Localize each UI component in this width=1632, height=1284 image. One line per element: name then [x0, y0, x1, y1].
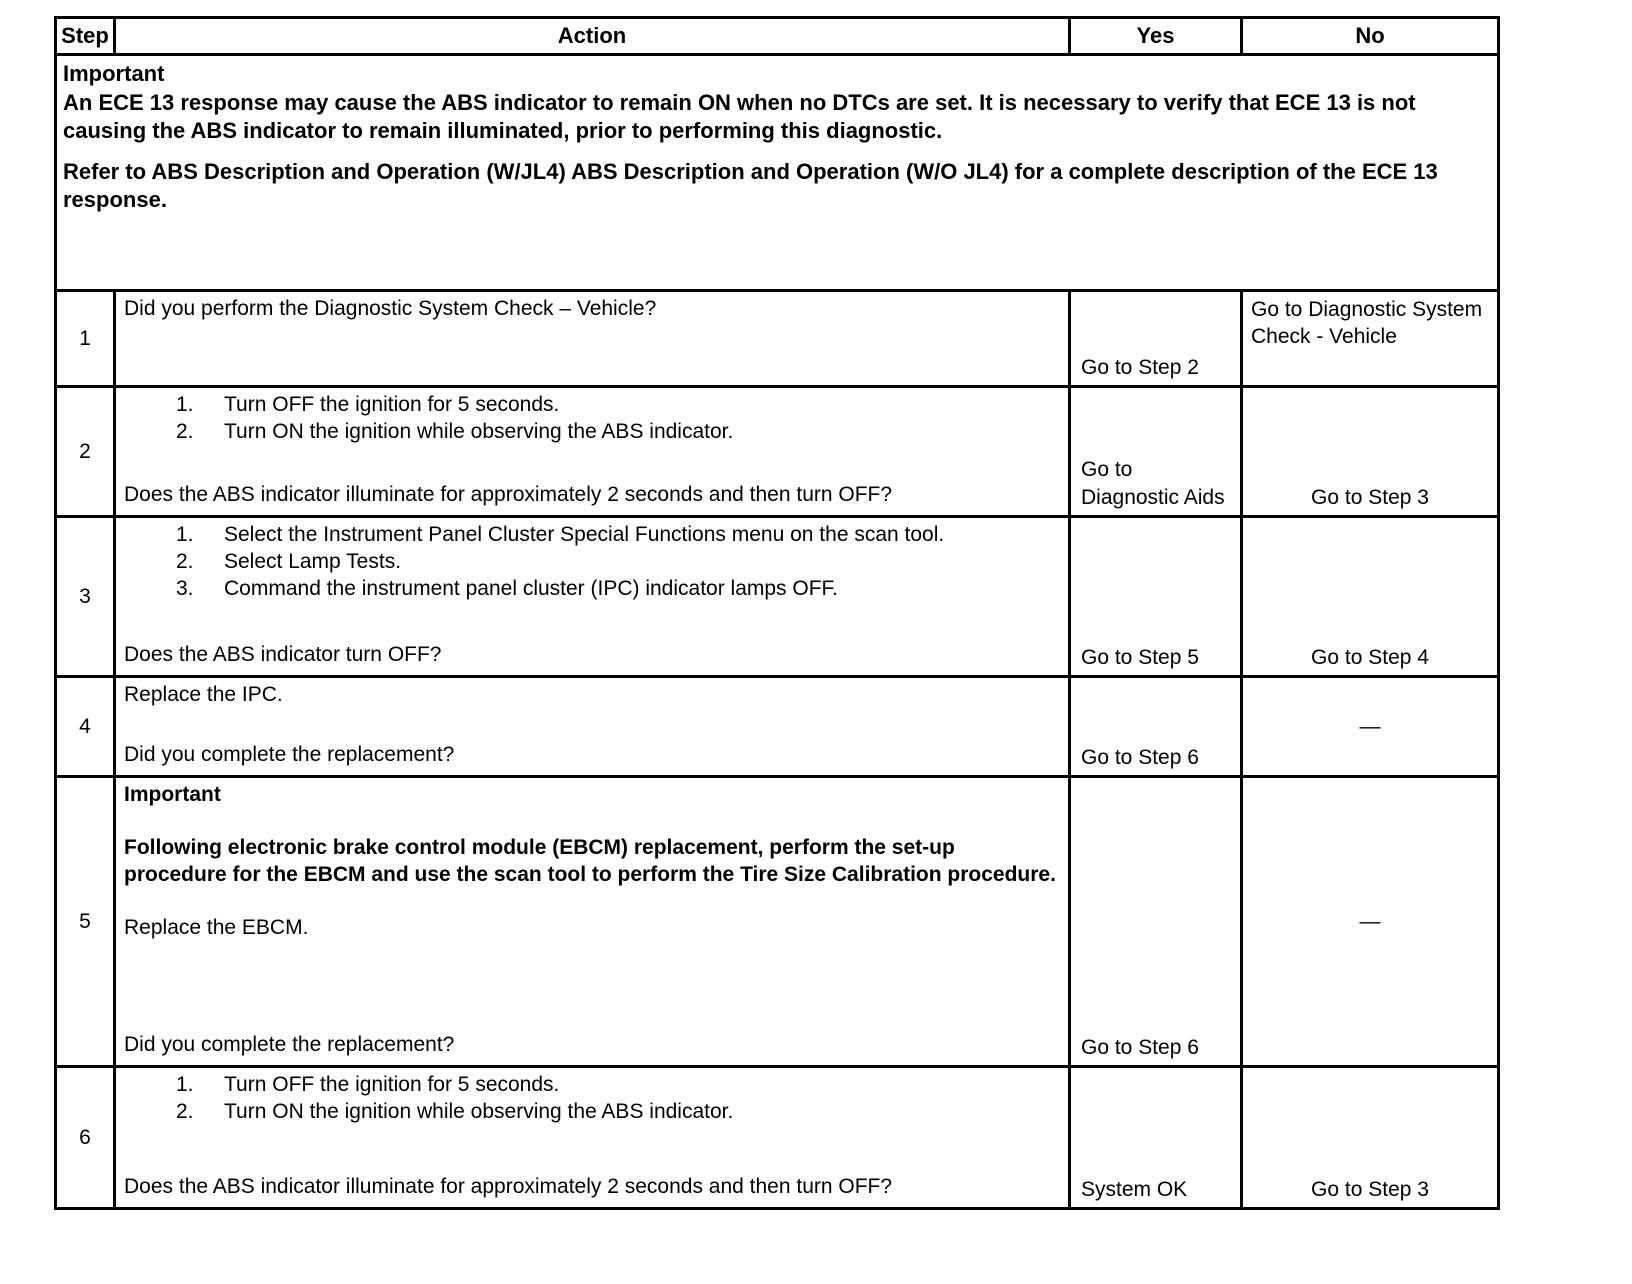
yes-cell — [1068, 518, 1240, 675]
action-text: Replace the EBCM. — [124, 915, 309, 939]
header-action: Action — [113, 19, 1068, 53]
action-list-item — [124, 549, 1058, 576]
no-cell — [1240, 292, 1497, 385]
no-text: Go to Step 4 — [1311, 645, 1429, 669]
action-list-item — [124, 522, 1058, 549]
step-number: 1 — [79, 326, 91, 350]
step-cell — [57, 778, 113, 1065]
yes-cell — [1068, 388, 1240, 515]
step-number: 6 — [79, 1125, 91, 1149]
step-cell — [57, 292, 113, 385]
action-question: Does the ABS indicator illuminate for approximately 2 seconds and then turn OFF? — [124, 483, 893, 507]
action-list-item — [124, 576, 1058, 603]
action-list-item — [124, 1099, 1058, 1126]
table-row — [57, 1065, 1497, 1207]
list-item-text: Turn ON the ignition while observing the ABS indicator. — [224, 1099, 734, 1123]
step-cell — [57, 1068, 113, 1207]
list-number: 2. — [176, 419, 194, 443]
no-text: Go to Step 3 — [1311, 485, 1429, 509]
step-number: 5 — [79, 909, 91, 933]
table-header-row — [57, 19, 1497, 53]
step-cell — [57, 518, 113, 675]
list-item-text: Turn OFF the ignition for 5 seconds. — [224, 1073, 560, 1096]
notice-row — [57, 53, 1497, 289]
action-question: Does the ABS indicator illuminate for approximately 2 seconds and then turn OFF? — [124, 1175, 893, 1199]
no-cell — [1240, 1068, 1497, 1207]
action-text: Did you perform the Diagnostic System Check – Vehicle? — [124, 297, 657, 320]
yes-text: Go to Step 6 — [1081, 745, 1199, 769]
notice-paragraph-1: An ECE 13 response may cause the ABS indicator to remain ON when no DTCs are set. It is necessary to verify that ECE 13 is not causing the ABS indicator to remain illuminated, prior to performing this diagnostic. — [63, 89, 1416, 144]
no-cell — [1240, 778, 1497, 1065]
list-item-text: Select the Instrument Panel Cluster Special Functions menu on the scan tool. — [224, 523, 945, 546]
list-item-text: Turn ON the ignition while observing the ABS indicator. — [224, 419, 734, 443]
action-text: Replace the IPC. — [124, 683, 283, 706]
step-number: 2 — [79, 439, 91, 463]
no-cell — [1240, 388, 1497, 515]
step-cell — [57, 678, 113, 775]
list-item-text: Turn OFF the ignition for 5 seconds. — [224, 393, 560, 416]
action-cell — [113, 388, 1068, 515]
list-number: 1. — [176, 1073, 194, 1096]
header-yes: Yes — [1068, 19, 1240, 53]
no-text: — — [1359, 909, 1381, 933]
table-row — [57, 675, 1497, 775]
action-cell — [113, 1068, 1068, 1207]
yes-cell — [1068, 292, 1240, 385]
notice-title: Important — [63, 61, 165, 86]
action-list-item — [124, 1072, 1058, 1099]
action-question: Did you complete the replacement? — [124, 1033, 455, 1057]
no-text: Go to Diagnostic System Check - Vehicle — [1251, 298, 1483, 349]
yes-text: System OK — [1081, 1177, 1188, 1201]
list-item-text: Select Lamp Tests. — [224, 549, 402, 573]
action-cell — [113, 518, 1068, 675]
yes-text: Go to Step 6 — [1081, 1035, 1199, 1059]
yes-text: Go to Step 5 — [1081, 645, 1199, 669]
action-list — [124, 392, 1058, 446]
no-cell — [1240, 678, 1497, 775]
action-question: Did you complete the replacement? — [124, 743, 455, 767]
step-number: 3 — [79, 584, 91, 608]
step-number: 4 — [79, 714, 91, 738]
action-cell — [113, 678, 1068, 775]
list-number: 1. — [176, 393, 194, 416]
action-text: Important — [124, 783, 221, 806]
action-cell — [113, 778, 1068, 1065]
header-step: Step — [57, 19, 113, 53]
table-row — [57, 289, 1497, 385]
table-row — [57, 385, 1497, 515]
yes-text: Go to Step 2 — [1081, 355, 1199, 379]
action-text: Following electronic brake control module (EBCM) replacement, perform the set-up procedure for the EBCM and use the scan tool to perform the Tire Size Calibration procedure. — [124, 835, 1056, 886]
action-cell — [113, 292, 1068, 385]
step-cell — [57, 388, 113, 515]
yes-cell — [1068, 678, 1240, 775]
header-no: No — [1240, 19, 1497, 53]
yes-cell — [1068, 1068, 1240, 1207]
table-row — [57, 775, 1497, 1065]
no-cell — [1240, 518, 1497, 675]
yes-text: Go to Diagnostic Aids — [1081, 458, 1225, 509]
list-number: 2. — [176, 549, 194, 573]
table-row — [57, 515, 1497, 675]
action-question: Does the ABS indicator turn OFF? — [124, 643, 442, 667]
notice-paragraph-2: Refer to ABS Description and Operation (W/JL4) ABS Description and Operation (W/O JL4) for a complete description of the ECE 13 response. — [63, 158, 1438, 213]
diagnostic-table — [54, 16, 1500, 1210]
action-list — [124, 522, 1058, 603]
yes-cell — [1068, 778, 1240, 1065]
list-item-text: Command the instrument panel cluster (IPC) indicator lamps OFF. — [224, 576, 838, 600]
action-list-item — [124, 392, 1058, 419]
no-text: — — [1359, 714, 1381, 738]
no-text: Go to Step 3 — [1311, 1177, 1429, 1201]
list-number: 1. — [176, 523, 194, 546]
action-list-item — [124, 419, 1058, 446]
list-number: 3. — [176, 576, 194, 600]
action-list — [124, 1072, 1058, 1126]
list-number: 2. — [176, 1099, 194, 1123]
